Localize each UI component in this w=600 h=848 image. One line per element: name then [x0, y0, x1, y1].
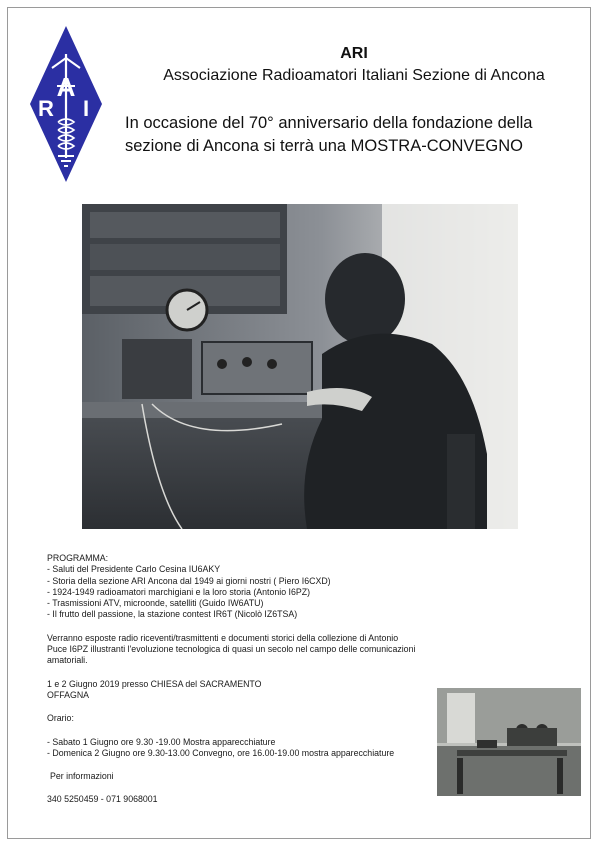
event-town: OFFAGNA — [47, 689, 90, 700]
announcement — [125, 112, 595, 158]
logo-letter-i: I — [82, 96, 90, 121]
program-item: - Trasmissioni ATV, microonde, satelliti (Guido IW6ATU) — [47, 598, 264, 609]
historic-radio-operator-photo — [82, 204, 518, 529]
exhibit-description: Verranno esposte radio riceventi/trasmittenti e documenti storici della collezione di Antonio Puce I6PZ illustranti l'evoluzione tecnologica di quasi un secolo nel campo delle comunicazioni amatoriali. — [47, 632, 416, 666]
program-item: - Storia della sezione ARI Ancona dal 1949 ai giorni nostri ( Piero I6CXD) — [47, 575, 331, 586]
program-heading: PROGRAMMA: — [47, 553, 109, 563]
program-item: - 1924-1949 radioamatori marchigiani e la loro storia (Antonio I6PZ) — [47, 586, 311, 597]
org-acronym: ARI — [340, 45, 368, 62]
program-section — [47, 553, 427, 806]
announcement-line-2: sezione di Ancona si terrà una MOSTRA-CONVEGNO — [125, 137, 523, 155]
schedule-heading: Orario: — [47, 713, 74, 724]
info-phones: 340 5250459 - 071 9068001 — [47, 794, 158, 805]
schedule-item: - Domenica 2 Giugno ore 9.30-13.00 Convegno, ore 16.00-19.00 mostra apparecchiature — [47, 747, 395, 758]
org-full-name: Associazione Radioamatori Italiani Sezione di Ancona — [163, 67, 545, 84]
schedule-item: - Sabato 1 Giugno ore 9.30 -19.00 Mostra apparecchiature — [47, 736, 276, 747]
info-heading: Per informazioni — [50, 771, 114, 782]
historic-equipment-photo — [437, 688, 581, 796]
announcement-line-1: In occasione del 70° anniversario della fondazione della — [125, 114, 533, 132]
logo-letter-a: A — [56, 72, 76, 102]
program-item: - Saluti del Presidente Carlo Cesina IU6AKY — [47, 564, 221, 575]
program-item: - Il frutto dell passione, la stazione contest IR6T (Nicolò IZ6TSA) — [47, 609, 298, 620]
logo-letter-r: R — [38, 96, 54, 121]
event-when-where: 1 e 2 Giugno 2019 presso CHIESA del SACRAMENTO — [47, 678, 262, 689]
